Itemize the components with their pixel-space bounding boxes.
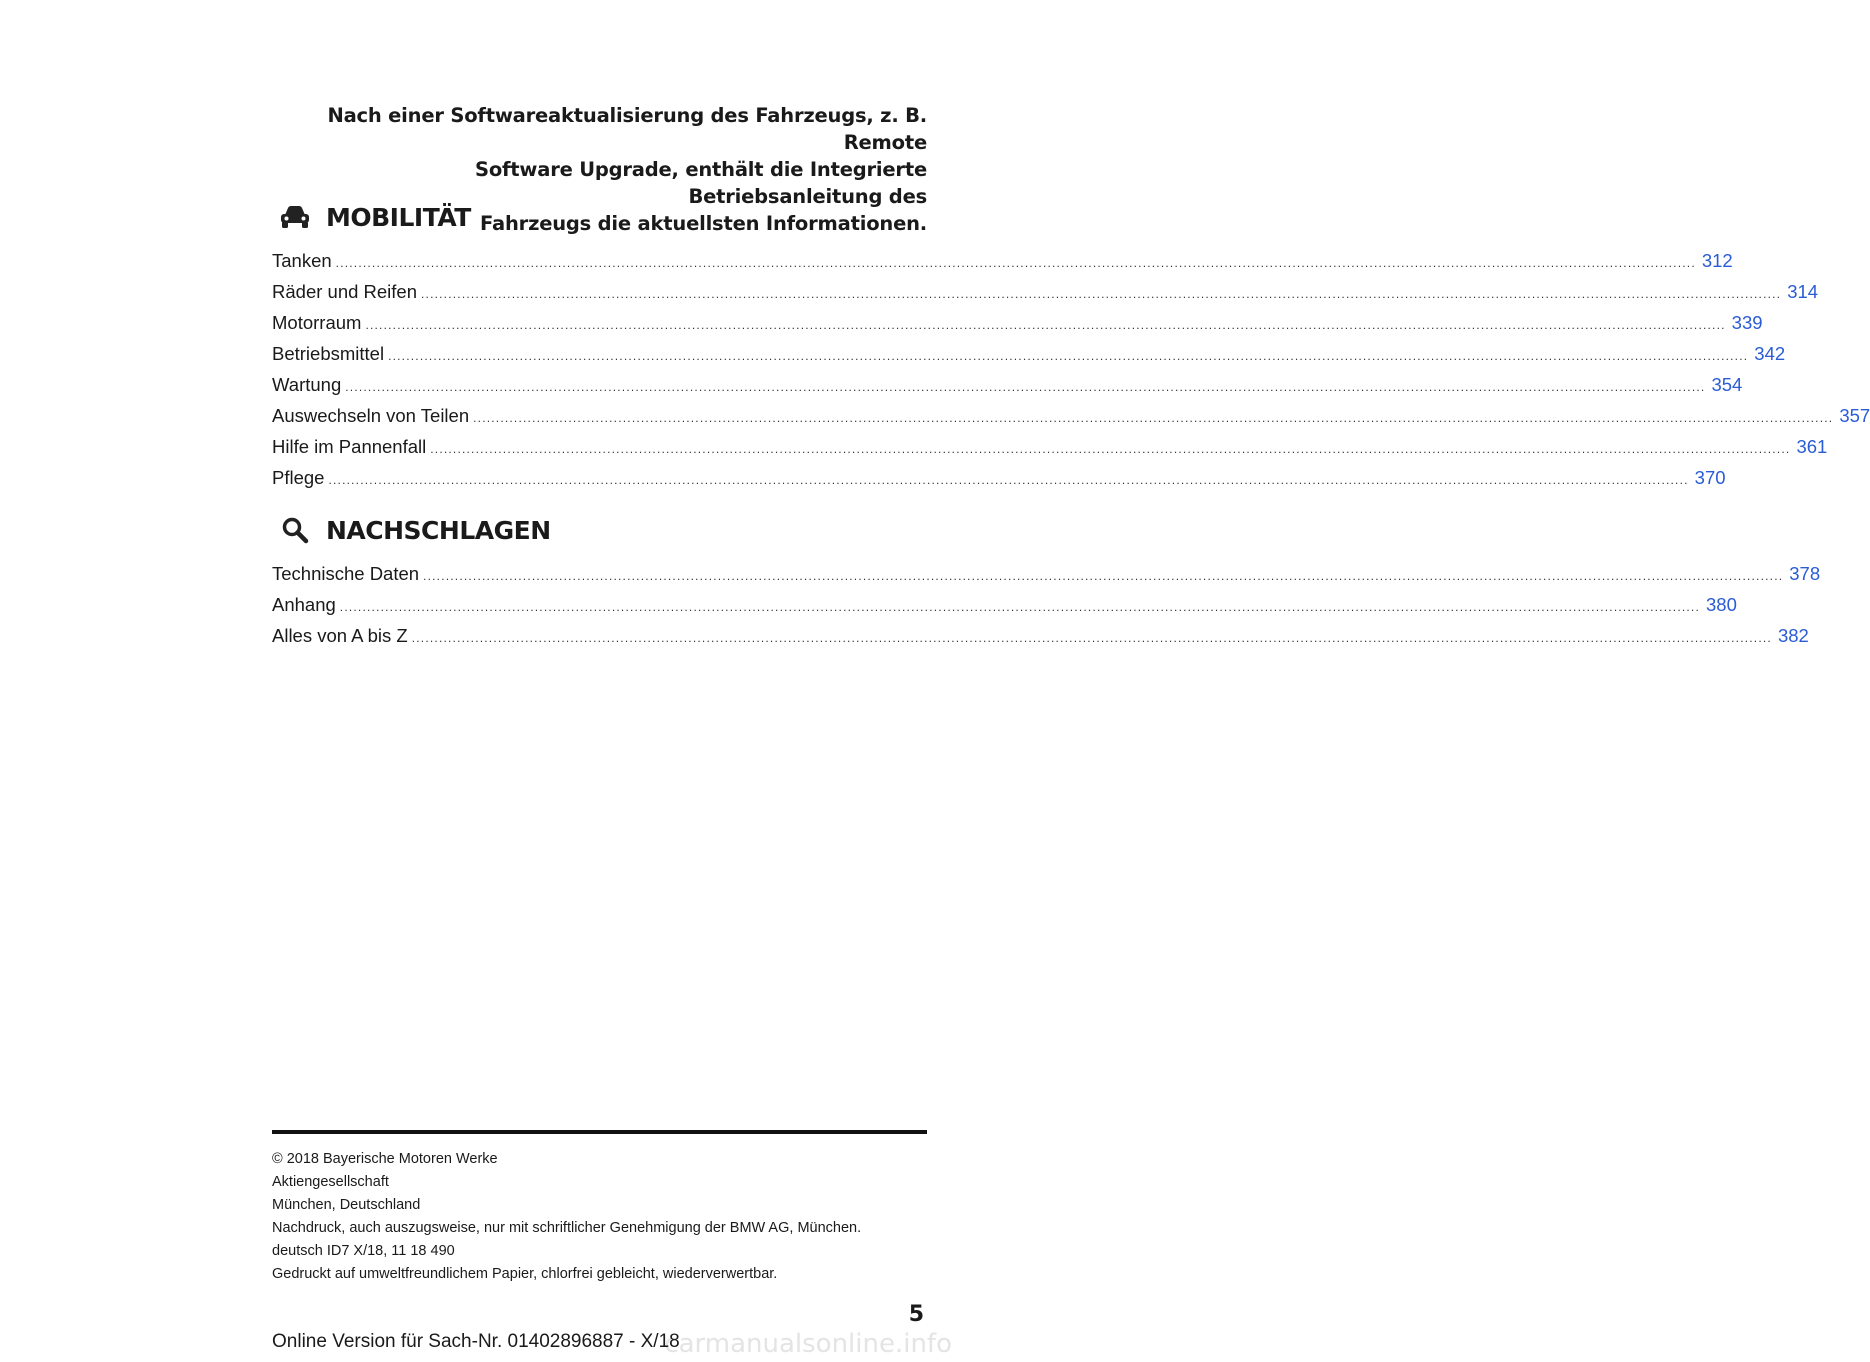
update-notice-line: Fahrzeugs die aktuellsten Informationen. [480, 212, 927, 235]
update-notice-line: Software Upgrade, enthält die Integrierte Betriebsanleitung des [474, 158, 927, 208]
leader-dots: ............................................................................................................................................................................................................................................................................................................ [473, 411, 1834, 425]
leader-dots: ............................................................................................................................................................................................................................................................................................................ [411, 631, 1772, 645]
toc-entry-label: Tanken [272, 250, 332, 271]
toc-entry-label: Anhang [272, 594, 336, 615]
page-number: 5 [908, 1302, 924, 1327]
leader-dots: ............................................................................................................................................................................................................................................................................................................ [339, 600, 1700, 614]
toc-entry[interactable] [272, 338, 1786, 369]
toc-page-link[interactable]: 380 [1706, 594, 1737, 615]
divider [272, 1130, 927, 1134]
imprint-line: Nachdruck, auch auszugsweise, nur mit schriftlicher Genehmigung der BMW AG, München. [272, 1220, 862, 1236]
imprint-line: Gedruckt auf umweltfreundlichem Papier, chlorfrei gebleicht, wiederverwertbar. [272, 1266, 778, 1282]
toc-entry-label: Hilfe im Pannenfall [272, 436, 427, 457]
toc-entry-label: Alles von A bis Z [272, 625, 408, 646]
imprint [272, 1148, 932, 1286]
imprint-line: © 2018 Bayerische Motoren Werke [272, 1151, 498, 1167]
toc-entry-label: Räder und Reifen [272, 281, 418, 302]
toc-entry[interactable] [272, 462, 1726, 493]
toc-page-link[interactable]: 342 [1754, 343, 1786, 364]
toc-entry[interactable] [272, 431, 1828, 462]
toc-entry-label: Betriebsmittel [272, 343, 385, 364]
imprint-line: München, Deutschland [272, 1197, 421, 1213]
section-header [272, 197, 927, 237]
footer-note: Online Version für Sach-Nr. 01402896887 - X/18 [272, 1331, 680, 1352]
toc-entry[interactable] [272, 620, 1809, 651]
toc-entry-label: Technische Daten [272, 563, 420, 584]
leader-dots: ............................................................................................................................................................................................................................................................................................................ [423, 569, 1784, 583]
toc-entry[interactable] [272, 589, 1737, 620]
toc-entry[interactable] [272, 558, 1821, 589]
toc-list [272, 558, 1821, 651]
leader-dots: ............................................................................................................................................................................................................................................................................................................ [421, 287, 1782, 301]
leader-dots: ............................................................................................................................................................................................................................................................................................................ [328, 473, 1689, 487]
toc-entry-label: Motorraum [272, 312, 362, 333]
section-nachschlagen [272, 510, 1821, 651]
toc-entry-label: Pflege [272, 467, 325, 488]
section-header [272, 510, 927, 550]
section-title: MOBILITÄT [326, 202, 471, 232]
toc-entry-label: Auswechseln von Teilen [272, 405, 470, 426]
update-notice-line: Nach einer Softwareaktualisierung des Fahrzeugs, z. B. Remote [327, 104, 927, 154]
toc-page-link[interactable]: 339 [1731, 312, 1763, 333]
leader-dots: ............................................................................................................................................................................................................................................................................................................ [335, 256, 1696, 270]
toc-entry[interactable] [272, 276, 1819, 307]
car-icon [278, 203, 312, 231]
toc-entry[interactable] [272, 400, 1870, 431]
toc-page-link[interactable]: 370 [1694, 467, 1726, 488]
toc-list [272, 245, 1870, 493]
toc-entry-label: Wartung [272, 374, 342, 395]
leader-dots: ............................................................................................................................................................................................................................................................................................................ [345, 380, 1706, 394]
toc-page-link[interactable]: 382 [1777, 625, 1809, 646]
leader-dots: ............................................................................................................................................................................................................................................................................................................ [365, 318, 1726, 332]
toc-page-link[interactable]: 378 [1789, 563, 1821, 584]
search-icon [278, 516, 312, 544]
imprint-line: Aktiengesellschaft [272, 1174, 389, 1190]
toc-entry[interactable] [272, 245, 1733, 276]
toc-page-link[interactable]: 357 [1839, 405, 1870, 426]
leader-dots: ............................................................................................................................................................................................................................................................................................................ [388, 349, 1749, 363]
section-title: NACHSCHLAGEN [326, 515, 551, 545]
toc-page-link[interactable]: 354 [1711, 374, 1743, 395]
watermark: carmanualsonline.info [664, 1329, 952, 1359]
toc-page-link[interactable]: 314 [1787, 281, 1819, 302]
imprint-line: deutsch ID7 X/18, 11 18 490 [272, 1243, 455, 1259]
toc-entry[interactable] [272, 369, 1743, 400]
toc-page-link[interactable]: 361 [1796, 436, 1828, 457]
section-mobilitaet [272, 197, 1870, 493]
toc-page-link[interactable]: 312 [1701, 250, 1733, 271]
toc-entry[interactable] [272, 307, 1763, 338]
leader-dots: ............................................................................................................................................................................................................................................................................................................ [430, 442, 1791, 456]
